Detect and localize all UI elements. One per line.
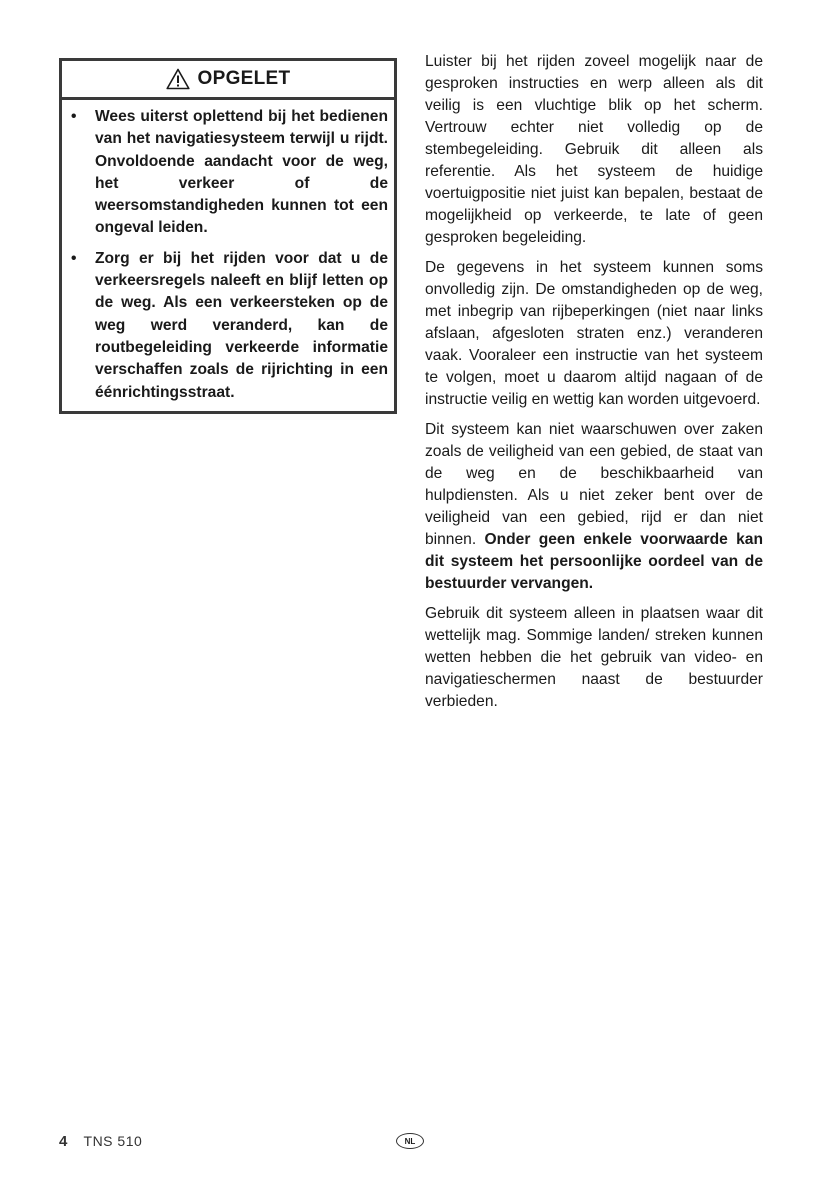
warning-header — [62, 61, 394, 100]
paragraph-voice-instructions: Luister bij het rijden zoveel mogelijk naar de gesproken instructies en werp alleen als dit veilig is een vluchtige blik op het scherm. Vertrouw echter niet volledig op de stembegeleiding. Gebruik dit alleen als referentie. Als het systeem de huidige voertuigpositie niet juist kan bepalen, bestaat de mogelijkheid op verkeerde, te late of geen gesproken begeleiding. — [425, 53, 763, 246]
warning-item — [68, 106, 388, 240]
page-number: 4 — [59, 1133, 68, 1150]
paragraph-safety-text: Dit systeem kan niet waarschuwen over zaken zoals de veiligheid van een gebied, de staat van de weg en de beschikbaarheid van hulpdiensten. Als u niet zeker bent over de veiligheid van een gebied, rijd er dan niet binnen. — [425, 421, 763, 548]
warning-list — [62, 100, 394, 404]
paragraph-safety-bold: Onder geen enkele voorwaarde kan dit systeem het persoonlijke oordeel van de bestuurder vervangen. — [425, 531, 763, 592]
bullet: • — [71, 249, 77, 267]
bullet: • — [71, 108, 77, 125]
paragraph-legal: Gebruik dit systeem alleen in plaatsen waar dit wettelijk mag. Sommige landen/ streken kunnen wetten hebben die het gebruik van video- en navigatieschermen naast de bestuurder verbieden. — [425, 605, 763, 710]
paragraph-data-incomplete: De gegevens in het systeem kunnen soms onvolledig zijn. De omstandigheden op de weg, met inbegrip van rijbeperkingen (niet naar links afslaan, afgesloten straten enz.) veranderen vaak. Vooraleer een instructie van het systeem te volgen, moet u daarom altijd nagaan of de instructie veilig en wettig kan worden uitgevoerd. — [425, 259, 763, 408]
model-name: TNS 510 — [83, 1133, 143, 1149]
warning-item-text: Wees uiterst oplettend bij het bedienen van het navigatiesysteem terwijl u rijdt. Onvoldoende aandacht voor de weg, het verkeer of de weersomstandigheden kunnen tot een ongeval leiden. — [95, 108, 388, 237]
warning-box — [59, 58, 397, 414]
warning-item — [68, 248, 388, 404]
warning-triangle-icon — [166, 68, 190, 90]
warning-title: OPGELET — [197, 68, 291, 89]
paragraph-safety — [425, 419, 763, 595]
page-footer — [59, 1133, 142, 1150]
body-text-column — [425, 51, 763, 721]
language-badge: NL — [396, 1133, 424, 1149]
warning-item-text: Zorg er bij het rijden voor dat u de verkeersregels naleeft en blijf letten op de weg. Als een verkeersteken op de weg werd veranderd, kan de routbegeleiding verkeerde informatie verschaffen zoals de rijrichting in een éénrichtingsstraat. — [95, 249, 388, 401]
